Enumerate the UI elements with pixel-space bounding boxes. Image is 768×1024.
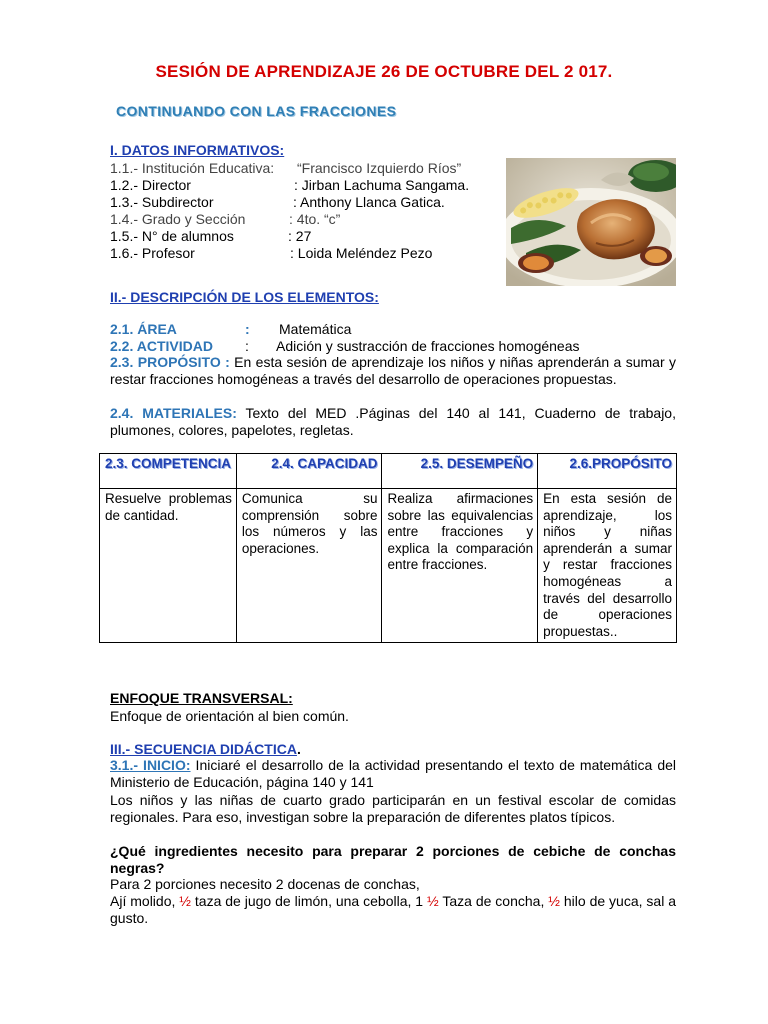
datos-value: : Anthony Llanca Gatica. <box>293 194 445 210</box>
actividad-colon: : <box>245 338 249 354</box>
section-2-heading: II.- DESCRIPCIÓN DE LOS ELEMENTOS: <box>110 289 379 305</box>
cell-proposito: En esta sesión de aprendizaje, los niños y niñas aprenderán a sumar y restar fracciones homogéneas a través del desarrollo de operaciones propuestas.. <box>538 489 677 643</box>
ingredients-text-d: hilo de yuca, sal a gusto. <box>110 893 677 926</box>
enfoque-text: Enfoque de orientación al bien común. <box>110 708 349 724</box>
datos-value: : Loida Meléndez Pezo <box>290 245 433 261</box>
datos-label: 1.6.- Profesor <box>110 245 195 261</box>
datos-value: : 27 <box>288 228 312 244</box>
header-competencia: 2.3. COMPETENCIA <box>100 454 237 489</box>
materiales-paragraph <box>110 405 676 439</box>
ingredients-paragraph <box>110 893 676 927</box>
half-fraction: ½ <box>179 893 191 909</box>
half-fraction: ½ <box>548 893 560 909</box>
datos-value: : 4to. “c” <box>289 211 341 227</box>
inicio-text: Iniciaré el desarrollo de la actividad presentando el texto de matemática del Ministerio de Educación, página 140 y 141 <box>110 757 676 790</box>
area-colon: : <box>245 321 250 337</box>
table-header-row <box>100 454 677 489</box>
festival-paragraph: Los niños y las niñas de cuarto grado participarán en un festival escolar de comidas regionales. Para eso, investigan sobre la preparación de diferentes platos típicos. <box>110 792 676 825</box>
datos-label: 1.2.- Director <box>110 177 191 193</box>
header-proposito: 2.6.PROPÓSITO <box>538 454 677 489</box>
cell-desempeno: Realiza afirmaciones sobre las equivalencias entre fracciones y explica la comparación entre fracciones. <box>382 489 538 643</box>
actividad-value: Adición y sustracción de fracciones homogéneas <box>276 338 580 354</box>
inicio-label: 3.1.- INICIO: <box>110 757 191 773</box>
ingredients-text-a: Ají molido, <box>110 893 180 909</box>
enfoque-heading: ENFOQUE TRANSVERSAL: <box>110 690 293 706</box>
materiales-label: 2.4. MATERIALES: <box>110 405 237 421</box>
proposito-label: 2.3. PROPÓSITO : <box>110 354 230 370</box>
datos-label: 1.5.- N° de alumnos <box>110 228 234 244</box>
table-row <box>100 489 677 643</box>
food-photo <box>506 158 676 286</box>
datos-value: “Francisco Izquierdo Ríos” <box>297 160 462 176</box>
ingredients-text-b: taza de jugo de limón, una cebolla, 1 <box>190 893 427 909</box>
competencias-table <box>99 453 677 643</box>
actividad-label: 2.2. ACTIVIDAD <box>110 338 213 354</box>
page-subtitle: CONTINUANDO CON LAS FRACCIONES <box>116 103 397 119</box>
half-fraction: ½ <box>427 893 439 909</box>
datos-value: : Jirban Lachuma Sangama. <box>294 177 470 193</box>
ingredients-line-1: Para 2 porciones necesito 2 docenas de conchas, <box>110 876 420 892</box>
section-1-heading: I. DATOS INFORMATIVOS: <box>110 142 285 158</box>
section-3-heading: III.- SECUENCIA DIDÁCTICA <box>110 741 297 757</box>
area-label: 2.1. ÁREA <box>110 321 177 337</box>
proposito-text: En esta sesión de aprendizaje los niños y niñas aprenderán a sumar y restar fracciones homogéneas a través del desarrollo de operaciones propuestas. <box>110 354 676 387</box>
cell-competencia: Resuelve problemas de cantidad. <box>100 489 237 643</box>
materiales-text: Texto del MED .Páginas del 140 al 141, Cuaderno de trabajo, plumones, colores, papelotes, regletas. <box>110 405 676 438</box>
proposito-paragraph <box>110 354 676 388</box>
datos-label: 1.1.- Institución Educativa: <box>110 160 275 176</box>
ingredients-text-c: Taza de concha, <box>438 893 549 909</box>
cell-capacidad: Comunica su comprensión sobre los números y las operaciones. <box>236 489 382 643</box>
datos-label: 1.4.- Grado y Sección <box>110 211 246 227</box>
header-capacidad: 2.4. CAPACIDAD <box>236 454 382 489</box>
header-desempeno: 2.5. DESEMPEÑO <box>382 454 538 489</box>
section-3-heading-row <box>110 741 301 758</box>
page-title: SESIÓN DE APRENDIZAJE 26 DE OCTUBRE DEL 2 017. <box>155 62 613 81</box>
area-value: Matemática <box>279 321 352 337</box>
inicio-paragraph <box>110 757 676 791</box>
question-paragraph: ¿Qué ingredientes necesito para preparar 2 porciones de cebiche de conchas negras? <box>110 843 676 876</box>
section-3-heading-dot: . <box>296 741 301 757</box>
datos-label: 1.3.- Subdirector <box>110 194 214 210</box>
